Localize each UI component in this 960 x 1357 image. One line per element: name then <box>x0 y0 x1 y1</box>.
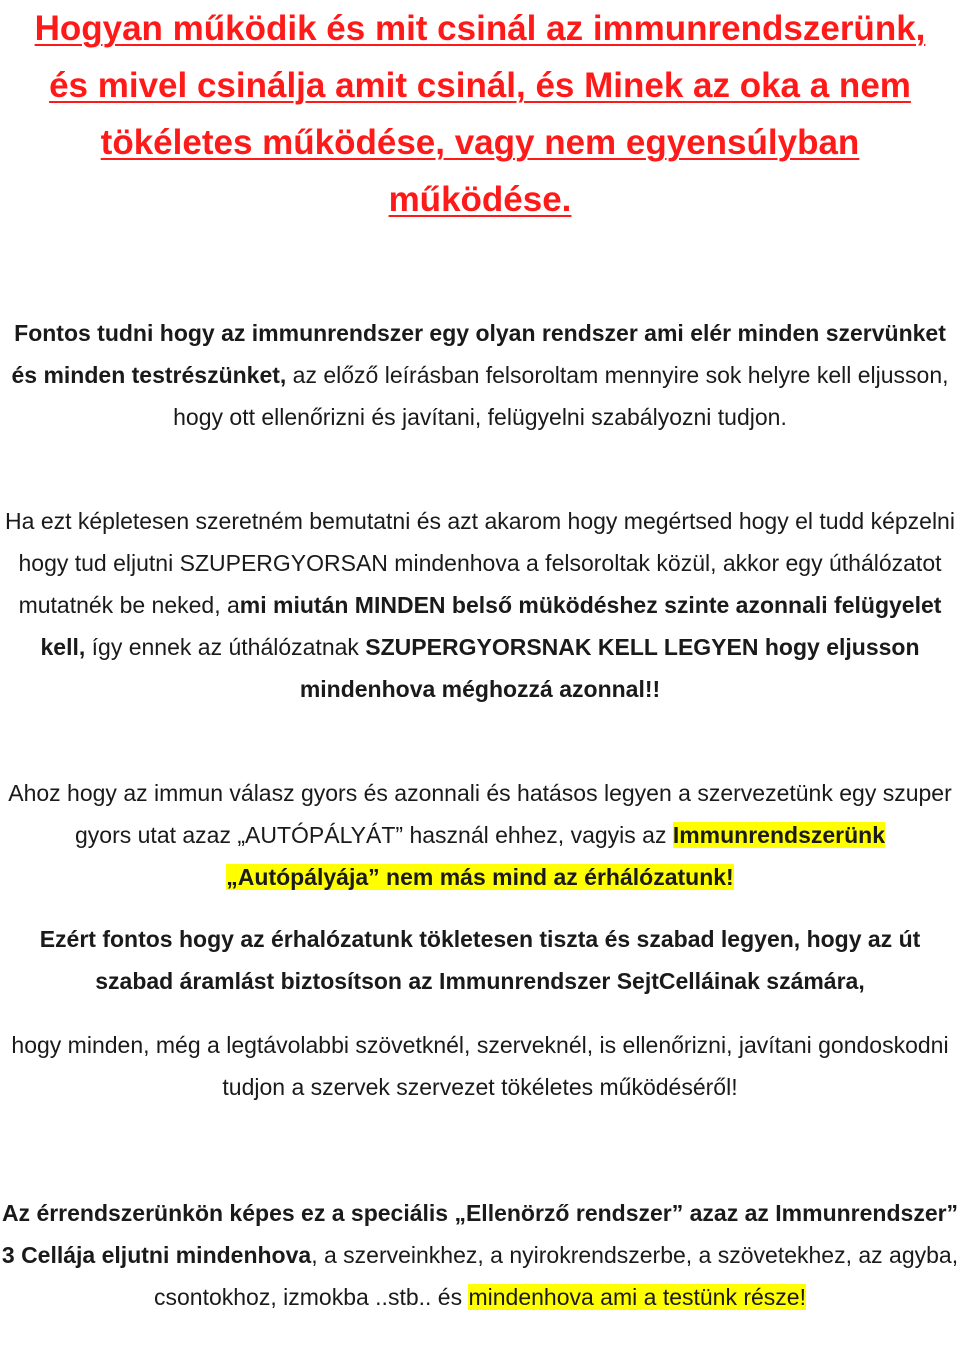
paragraph-bold-text: Fontos tudni hogy az immunrendszer egy olyan rendszer ami elér minden szervünket és minden testrészünket, <box>11 320 946 388</box>
paragraph-control <box>0 1024 960 1108</box>
paragraph-text: az előző leírásban felsoroltam mennyire sok helyre kell eljusson, hogy ott ellenőrizni és javítani, felügyelni szabályozni tudjon. <box>173 362 949 430</box>
paragraph-bold-text: Ezért fontos hogy az érhalózatunk tökletesen tiszta és szabad legyen, hogy az út szabad áramlást biztosítson az Immunrendszer SejtCelláinak számára, <box>39 926 921 994</box>
paragraph-immune-reach <box>0 312 960 438</box>
paragraph-road-network <box>0 500 960 710</box>
paragraph-bold-text: Az érrendszerünkön képes ez a speciális „Ellenörző rendszer” azaz az Immunrendszer” 3 Cellája eljutni mindenhova <box>1 1200 959 1268</box>
paragraph-text: hogy minden, még a legtávolabbi szövetknél, szerveknél, is ellenőrizni, javítani gondoskodni tudjon a szervek szervezet tökéletes működéséről! <box>11 1032 949 1100</box>
highlighted-text: mindenhova ami a testünk része! <box>468 1284 806 1310</box>
paragraph-highway <box>0 772 960 898</box>
document-title: Hogyan működik és mit csinál az immunrendszerünk, és mivel csinálja amit csinál, és Minek az oka a nem tökéletes működése, vagy nem egyensúlyban működése. <box>34 9 926 219</box>
paragraph-bold-text: SZUPERGYORSNAK KELL LEGYEN hogy eljusson mindenhova méghozzá azonnal!! <box>299 634 920 702</box>
paragraph-text: így ennek az úthálózatnak <box>85 634 366 660</box>
paragraph-vessels-clean <box>0 918 960 1002</box>
paragraph-bold-text: mi miután MINDEN belső müködéshez szinte azonnali felügyelet kell, <box>40 592 942 660</box>
paragraph-text: Ha ezt képletesen szeretném bemutatni és azt akarom hogy megértsed hogy el tudd képzelni hogy tud eljutni SZUPERGYORSAN mindenhova a felsoroltak közül, akkor egy úthálózatot mutatnék be neked, a <box>5 508 955 618</box>
paragraph-text: , a szerveinkhez, a nyirokrendszerbe, a szövetekhez, az agyba, csontokhoz, izmokba ..stb.. és <box>154 1242 959 1310</box>
paragraph-control-system <box>0 1192 960 1318</box>
highlighted-text: Immunrendszerünk „Autópályája” nem más mind az érhálózatunk! <box>226 822 885 890</box>
paragraph-text: Ahoz hogy az immun válasz gyors és azonnali és hatásos legyen a szervezetünk egy szuper gyors utat azaz „AUTÓPÁLYÁT” használ ehhez, vagyis az <box>8 780 952 848</box>
